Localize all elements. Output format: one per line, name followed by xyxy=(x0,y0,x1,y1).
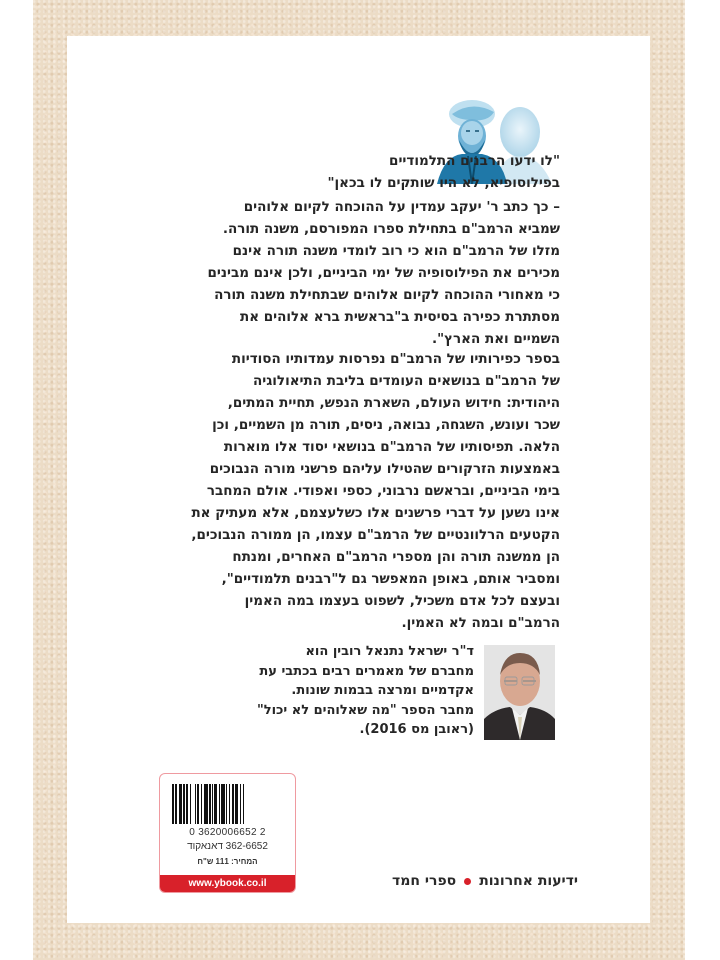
publisher-url-link[interactable]: www.ybook.co.il xyxy=(160,875,295,892)
paragraph-line: באמצעות הזרקורים שהטילו עליהם פרשני מורה הנבוכים xyxy=(209,461,560,477)
paragraph-line: ומסביר אותם, באופן המאפשר גם ל"רבנים תלמודיים", xyxy=(221,571,560,587)
bio-line: אקדמיים ומרצה בבמות שונות. xyxy=(291,683,474,698)
paragraph-line: כי מאחורי ההוכחה לקיום אלוהים שבתחילת משנה תורה xyxy=(214,287,560,303)
separator-dot-icon xyxy=(464,878,471,885)
publisher-imprints xyxy=(392,873,578,889)
paragraph-line: בספר כפירותיו של הרמב"ם נפרסות עמדותיו הסודיות xyxy=(231,351,560,367)
bio-line: מחברם של מאמרים רבים בכתבי עת xyxy=(259,663,474,679)
paragraph-line: השמיים ואת הארץ". xyxy=(431,331,560,347)
barcode-code: 362-6652 דאנאקוד xyxy=(187,841,268,852)
publisher-yedioth: ידיעות אחרונות xyxy=(479,873,578,889)
opening-quote xyxy=(328,150,560,194)
bio-line: (ראובן מס 2016). xyxy=(359,722,474,737)
bio-line: מחבר הספר "מה שאלוהים לא יכול" xyxy=(256,702,474,718)
blurb-paragraph-1 xyxy=(208,196,560,350)
quote-line: בפילוסופיא, לא היו שותקים לו בכאן" xyxy=(327,175,560,191)
paragraph-line: ובעצם לכל אדם משכיל, לשפוט בעצמו במה האמין xyxy=(244,593,560,609)
quote-line: "לו ידעו הרבנים התלמודיים xyxy=(389,153,560,169)
publisher-sifrei-hemed: ספרי חמד xyxy=(392,873,457,889)
barcode-icon xyxy=(172,784,284,824)
paragraph-line: – כך כתב ר' יעקב עמדין על ההוכחה לקיום אלוהים xyxy=(243,199,560,215)
paragraph-line: שמביא הרמב"ם בתחילת ספרו המפורסם, משנה תורה. xyxy=(222,221,560,237)
paragraph-line: הן ממשנה תורה והן מספרי הרמב"ם האחרים, ומנתח xyxy=(232,549,560,565)
barcode-label xyxy=(159,773,296,893)
paragraph-line: שכר ועונש, השגחה, נבואה, ניסים, תורה מן השמיים, וכן xyxy=(212,417,560,433)
bio-line: ד"ר ישראל נתנאל רובין הוא xyxy=(305,644,474,659)
paragraph-line: של הרמב"ם בנושאים העומדים בליבת התיאולוגיה xyxy=(253,373,560,389)
price-label: המחיר: 111 ש"ח xyxy=(197,857,258,866)
paragraph-line: מכירים את הפילוסופיה של ימי הביניים, ולכן אינם מבינים xyxy=(207,265,560,281)
paragraph-line: אינו נשען על דברי פרשנים אלו כשלעצמם, אלא מעתיק את xyxy=(191,505,560,521)
paragraph-line: מזלו של הרמב"ם הוא כי רוב לומדי משנה תורה אינם xyxy=(232,243,560,259)
paragraph-line: הלאה. תפיסותיו של הרמב"ם בנושאי יסוד אלו מוארות xyxy=(223,439,560,455)
paragraph-line: בימי הביניים, ובראשם נרבוני, כספי ואפודי. אולם המחבר xyxy=(206,483,560,499)
author-photo xyxy=(484,645,555,740)
paragraph-line: הקטעים הרלוונטיים של הרמב"ם עצמו, הן ממורה הנבוכים, xyxy=(191,527,560,543)
paragraph-line: מסתתרת כפירה בסיסית ב"בראשית ברא אלוהים את xyxy=(239,309,560,325)
author-bio xyxy=(257,642,474,740)
paragraph-line: היהודית: חידוש העולם, השארת הנפש, תחיית המתים, xyxy=(227,395,560,411)
blurb-paragraph-2 xyxy=(191,348,560,634)
barcode-number: 0 3620006652 2 xyxy=(189,827,266,838)
paragraph-line: הרמב"ם ובמה לא האמין. xyxy=(401,615,560,631)
